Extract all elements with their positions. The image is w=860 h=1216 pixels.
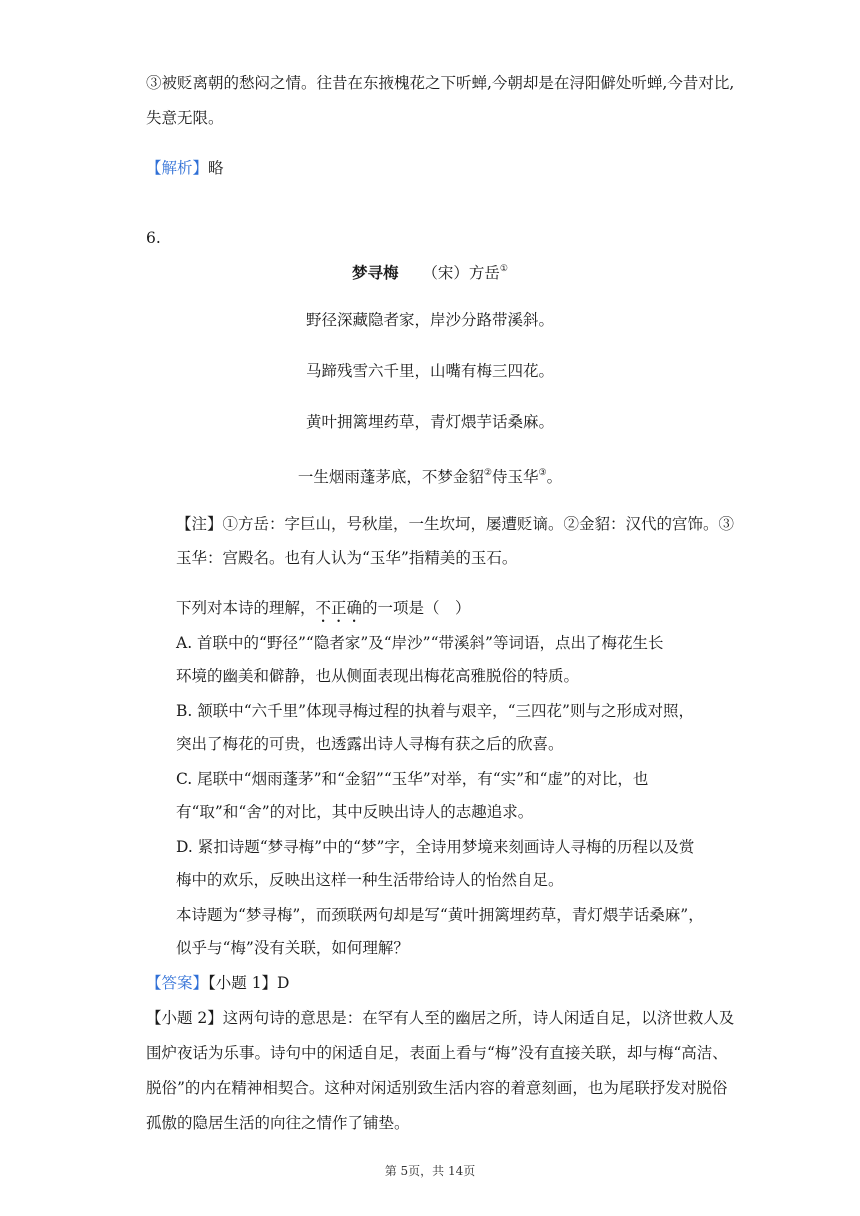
option-b-line-1: B. 颔联中“六千里”体现寻梅过程的执着与艰辛，“三四花”则与之形成对照，: [176, 702, 694, 720]
answer-q1: 【小题 1】D: [208, 974, 290, 992]
sub-question-2-line-2: 似乎与“梅”没有关联，如何理解？: [176, 939, 409, 957]
poem-line-4-part1: 一生烟雨蓬茅底，不梦金貂: [297, 468, 484, 486]
option-a-line-1: A. 首联中的“野径”“隐者家”及“岸沙”“带溪斜”等词语，点出了梅花生长: [176, 634, 664, 652]
note-mark-2: ②: [483, 468, 492, 478]
note-mark-1: ①: [499, 264, 508, 274]
option-c-line-2: 有“取”和“舍”的对比，其中反映出诗人的志趣追求。: [176, 803, 534, 821]
poem-line-4-part2: 侍玉华: [491, 468, 539, 486]
question-number: 6.: [146, 229, 161, 247]
answer-q2-label: 【小题 2】: [146, 1009, 223, 1027]
poem-title: 梦寻梅: [352, 263, 399, 282]
option-a-line-2: 环境的幽美和僻静，也从侧面表现出梅花高雅脱俗的特质。: [176, 667, 580, 685]
poem-line-4-end: 。: [546, 468, 563, 486]
option-d-line-1: D. 紧扣诗题“梦寻梅”中的“梦”字，全诗用梦境来刻画诗人寻梅的历程以及赏: [176, 838, 695, 856]
page-footer: 第 5页，共 14页: [384, 1164, 476, 1178]
option-c-line-1: C. 尾联中“烟雨蓬茅”和“金貂”“玉华”对举，有“实”和“虚”的对比，也: [176, 770, 649, 788]
note-mark-3: ③: [538, 468, 547, 478]
q1-suffix: 的一项是（ ）: [362, 599, 471, 617]
analysis-label: 【解析】: [146, 159, 209, 177]
poem-line-1: 野径深藏隐者家，岸沙分路带溪斜。: [305, 311, 554, 329]
note-line-1: 【注】①方岳：字巨山，号秋崖，一生坎坷，屡遭贬谪。②金貂：汉代的宫饰。③: [176, 515, 735, 533]
answer-line: [146, 973, 289, 993]
note-line-2: 玉华：宫殿名。也有人认为“玉华”指精美的玉石。: [176, 549, 518, 567]
option-b-line-2: 突出了梅花的可贵，也透露出诗人寻梅有获之后的欣喜。: [176, 735, 564, 753]
poem-heading: [0, 259, 860, 283]
prev-analysis: [146, 158, 224, 178]
answer-q2-line-3: 脱俗”的内在精神相契合。这种对闲适别致生活内容的着意刻画，也为尾联抒发对脱俗: [146, 1079, 728, 1097]
answer-q2-line-1: [146, 1008, 734, 1028]
option-d-line-2: 梅中的欢乐，反映出这样一种生活带给诗人的怡然自足。: [176, 871, 564, 889]
q1-prefix: 下列对本诗的理解，: [176, 599, 316, 617]
poem-line-4: [0, 463, 860, 487]
answer-q2-line-2: 围炉夜话为乐事。诗句中的闲适自足，表面上看与“梅”没有直接关联，却与梅“高洁、: [146, 1044, 728, 1062]
poem-line-2: 马蹄残雪六千里，山嘴有梅三四花。: [305, 362, 554, 380]
analysis-text: 略: [208, 159, 224, 177]
prev-answer-line-2: 失意无限。: [146, 109, 224, 127]
poem-line-3: 黄叶拥篱埋药草，青灯煨芋话桑麻。: [305, 413, 554, 431]
answer-q2-line-4: 孤傲的隐居生活的向往之情作了铺垫。: [146, 1114, 410, 1132]
prev-answer-line-1: ③被贬离朝的愁闷之情。往昔在东掖槐花之下听蝉,今朝却是在浔阳僻处听蝉,今昔对比,: [146, 74, 735, 92]
sub-question-2-line-1: 本诗题为“梦寻梅”，而颈联两句却是写“黄叶拥篱埋药草，青灯煨芋话桑麻”，: [176, 906, 704, 924]
poem-dynasty-author: （宋）方岳: [422, 264, 500, 282]
sub-question-1: [176, 598, 471, 626]
answer-q2-text: 这两句诗的意思是：在罕有人至的幽居之所，诗人闲适自足，以济世救人及: [222, 1009, 735, 1027]
q1-emphasis: 不正确: [315, 599, 363, 617]
answer-label: 【答案】: [146, 974, 209, 992]
